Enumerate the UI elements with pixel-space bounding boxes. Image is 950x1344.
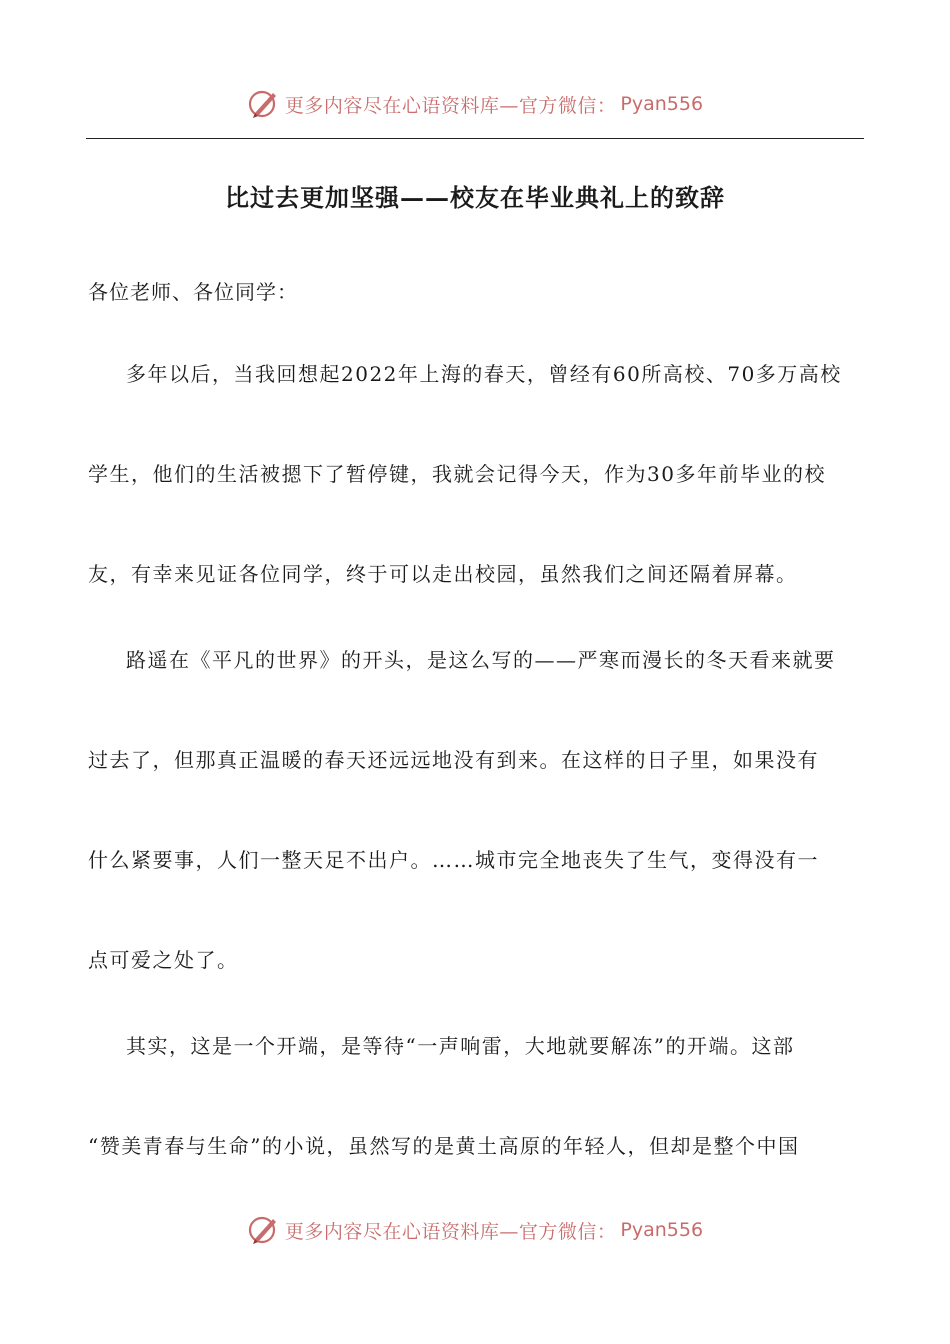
header-divider	[86, 138, 864, 139]
footer-banner	[0, 1210, 950, 1250]
banner-wechat-id: Pyan556	[620, 93, 704, 115]
paragraph-line: 友，有幸来见证各位同学，终于可以走出校园，虽然我们之间还隔着屏幕。	[88, 562, 798, 586]
paragraph-2	[88, 610, 864, 1010]
header-banner	[0, 84, 950, 124]
salutation: 各位老师、各位同学：	[88, 280, 298, 304]
paragraph-1	[88, 324, 864, 624]
paragraph-line: 点可爱之处了。	[88, 948, 239, 972]
banner-text: 更多内容尽在心语资料库—官方微信：	[284, 94, 617, 117]
paragraph-line: 学生，他们的生活被摁下了暂停键，我就会记得今天，作为30多年前毕业的校	[88, 462, 826, 486]
banner-text: 更多内容尽在心语资料库—官方微信：	[284, 1220, 617, 1243]
document-title: 比过去更加坚强——校友在毕业典礼上的致辞	[225, 183, 725, 212]
paragraph-line: 什么紧要事，人们一整天足不出户。……城市完全地丧失了生气，变得没有一	[88, 848, 819, 872]
paragraph-line: 路遥在《平凡的世界》的开头，是这么写的——严寒而漫长的冬天看来就要	[126, 648, 836, 672]
paragraph-line: “赞美青春与生命”的小说，虽然写的是黄土高原的年轻人，但却是整个中国	[88, 1134, 800, 1158]
paragraph-line: 其实，这是一个开端，是等待“一声响雷，大地就要解冻”的开端。这部	[126, 1034, 795, 1058]
pen-circle-logo-icon	[247, 1213, 281, 1247]
pen-circle-logo-icon	[247, 87, 281, 121]
banner-wechat-id: Pyan556	[620, 1219, 704, 1241]
paragraph-3	[88, 996, 864, 1196]
paragraph-line: 多年以后，当我回想起2022年上海的春天，曾经有60所高校、70多万高校	[126, 362, 842, 386]
paragraph-line: 过去了，但那真正温暖的春天还远远地没有到来。在这样的日子里，如果没有	[88, 748, 819, 772]
